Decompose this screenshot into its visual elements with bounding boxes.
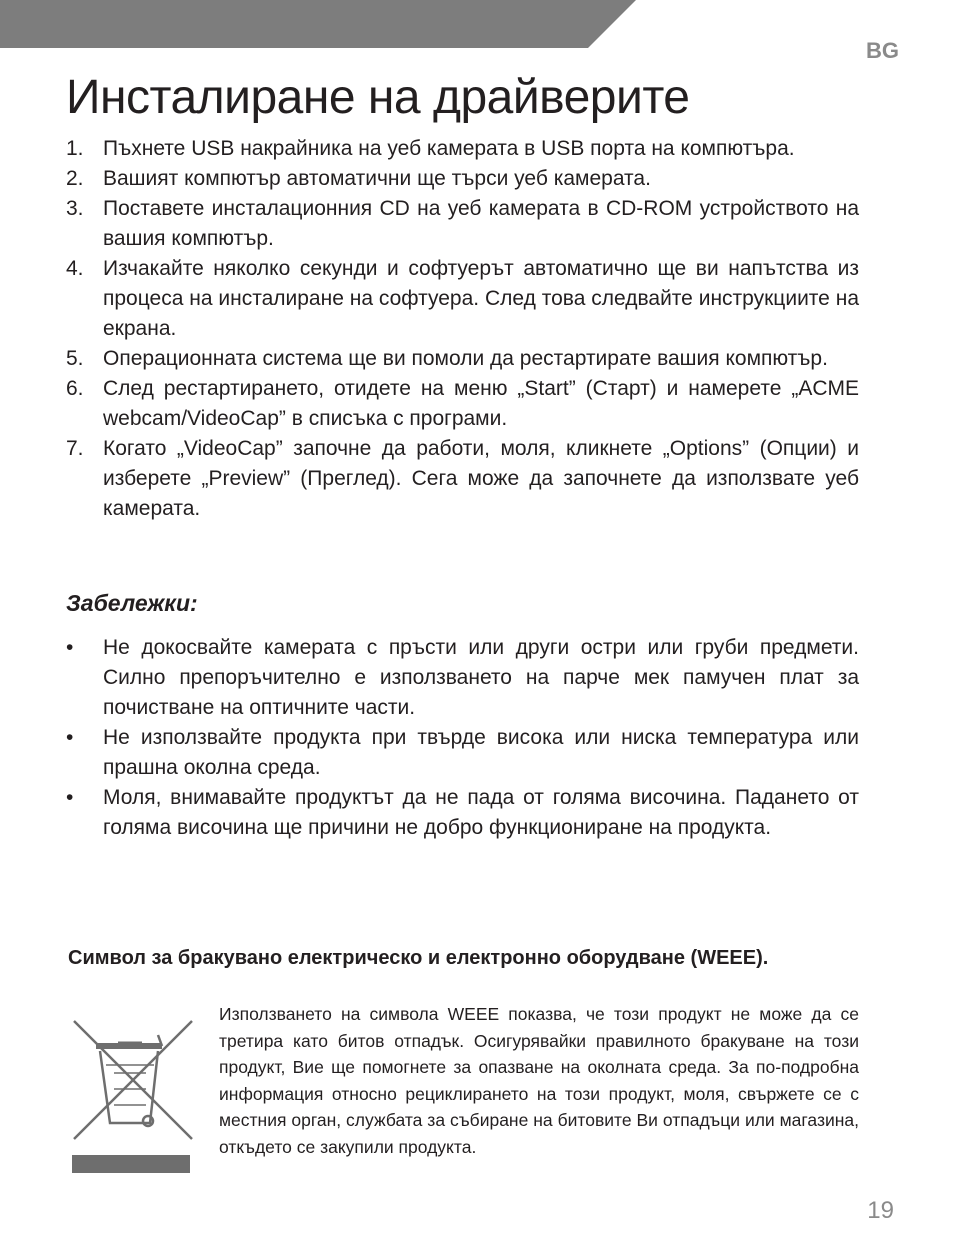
step-number: 6. xyxy=(66,377,84,400)
step-number: 7. xyxy=(66,437,84,460)
step-item xyxy=(66,194,859,254)
notes-list xyxy=(66,633,859,843)
step-number: 3. xyxy=(66,197,84,220)
note-item xyxy=(66,723,859,783)
step-text: Операционната система ще ви помоли да рестартирате вашия компютър. xyxy=(103,347,828,370)
step-text: Вашият компютър автоматични ще търси уеб камерата. xyxy=(103,167,651,190)
step-item xyxy=(66,254,859,344)
step-item xyxy=(66,134,859,164)
step-text: След рестартирането, отидете на меню „Start” (Старт) и намерете „ACME webcam/VideoCap” в списъка с програми. xyxy=(103,377,859,430)
step-item xyxy=(66,374,859,434)
page-number: 19 xyxy=(867,1197,894,1224)
step-text: Изчакайте няколко секунди и софтуерът автоматично ще ви напътства из процеса на инсталиране на софтуера. След това следвайте инструкциите на екрана. xyxy=(103,257,859,340)
installation-steps xyxy=(66,134,859,524)
step-number: 4. xyxy=(66,257,84,280)
language-code: BG xyxy=(866,38,899,63)
step-item xyxy=(66,434,859,524)
weee-heading: Символ за бракувано електрическо и електронно оборудване (WEEE). xyxy=(68,947,769,969)
bullet-icon: • xyxy=(66,636,74,659)
step-text: Поставете инсталационния CD на уеб камерата в CD-ROM устройството на вашия компютър. xyxy=(103,197,859,250)
step-number: 1. xyxy=(66,137,84,160)
crossed-out-wheelie-bin-icon xyxy=(66,1015,198,1177)
step-number: 5. xyxy=(66,347,84,370)
header-bar xyxy=(0,0,954,48)
bullet-icon: • xyxy=(66,786,74,809)
step-text: Пъхнете USB накрайника на уеб камерата в USB порта на компютъра. xyxy=(103,137,795,160)
step-item xyxy=(66,164,859,194)
page-title: Инсталиране на драйверите xyxy=(66,71,690,124)
weee-description: Използването на символа WEEE показва, че този продукт не може да се третира като битов отпадък. Осигурявайки правилното бракуване на този продукт, Вие ще помогнете за опазване на околната среда. За по-подробна информация относно рециклирането на този продукт, моля, свържете се с местния орган, службата за събиране на битовите Ви отпадъци или магазина, откъдето се закупили продукта. xyxy=(219,1004,859,1157)
step-text: Когато „VideoCap” започне да работи, моля, кликнете „Options” (Опции) и изберете „Preview” (Преглед). Сега може да започнете да използвате уеб камерата. xyxy=(103,437,859,520)
step-item xyxy=(66,344,859,374)
note-text: Не докосвайте камерата с пръсти или други остри или груби предмети. Силно препоръчително е използването на парче мек памучен плат за почистване на оптичните части. xyxy=(103,636,859,719)
note-item xyxy=(66,633,859,723)
note-item xyxy=(66,783,859,843)
notes-heading: Забележки: xyxy=(66,590,198,616)
bullet-icon: • xyxy=(66,726,74,749)
note-text: Не използвайте продукта при твърде висока или ниска температура или прашна околна среда. xyxy=(103,726,859,779)
step-number: 2. xyxy=(66,167,84,190)
note-text: Моля, внимавайте продуктът да не пада от голяма височина. Падането от голяма височина ще причини не добро функциониране на продукта. xyxy=(103,786,859,839)
